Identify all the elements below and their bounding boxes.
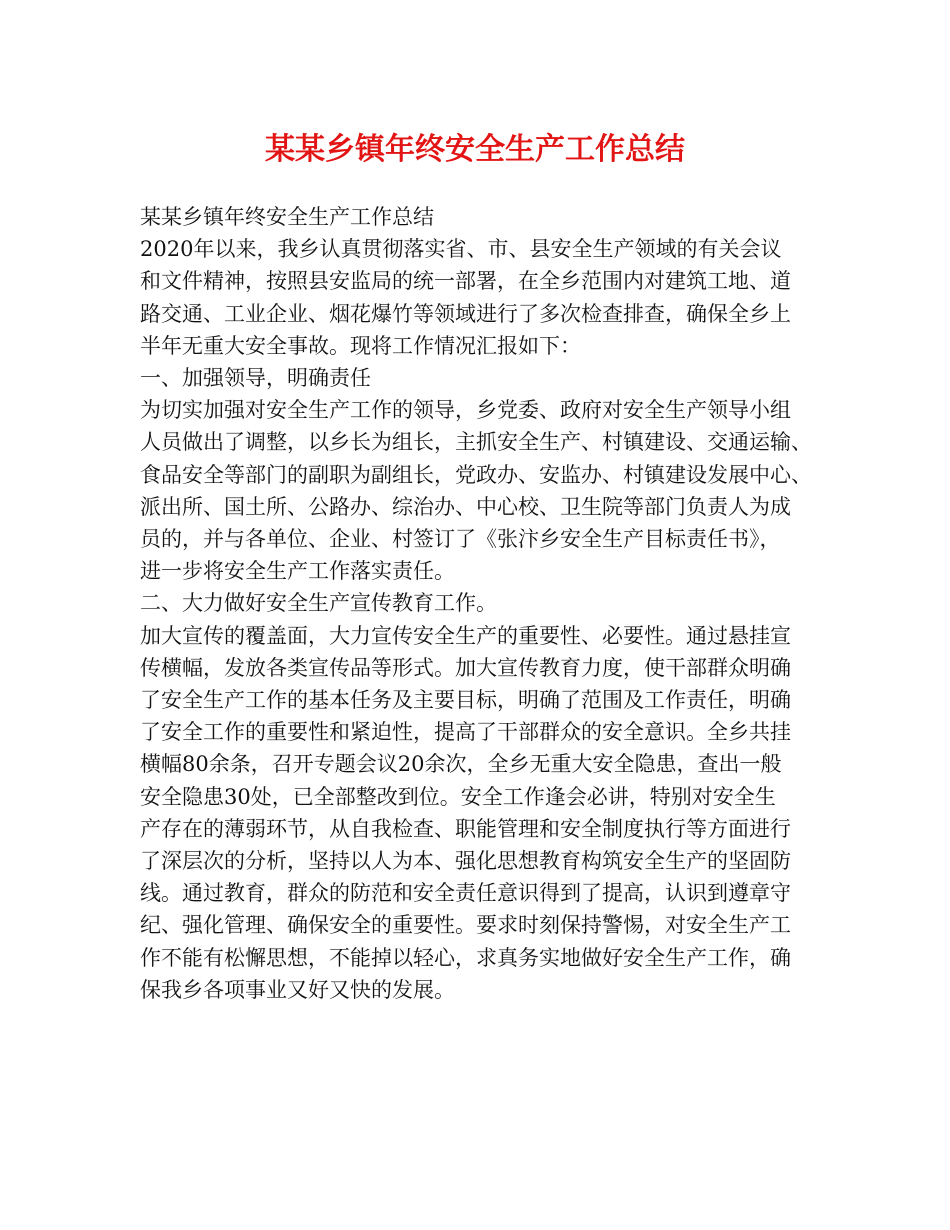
paragraph-line: 了安全生产工作的基本任务及主要目标，明确了范围及工作责任，明确 [140,688,791,713]
paragraph-line: 线。通过教育，群众的防范和安全责任意识得到了提高，认识到遵章守 [140,881,791,906]
paragraph-line: 为切实加强对安全生产工作的领导，乡党委、政府对安全生产领导小组 [140,398,791,423]
paragraph-line: 派出所、国土所、公路办、综治办、中心校、卫生院等部门负责人为成 [140,494,791,519]
paragraph-line: 路交通、工业企业、烟花爆竹等领域进行了多次检查排查，确保全乡上 [140,301,791,326]
paragraph-line: 半年无重大安全事故。现将工作情况汇报如下： [140,333,581,358]
document-title: 某某乡镇年终安全生产工作总结 [265,132,685,167]
paragraph-line: 传横幅，发放各类宣传品等形式。加大宣传教育力度，使干部群众明确 [140,655,791,680]
paragraph-line: 人员做出了调整，以乡长为组长，主抓安全生产、村镇建设、交通运输、 [140,430,812,455]
paragraph-line: 安全隐患30处，已全部整改到位。安全工作逢会必讲，特别对安全生 [140,784,776,809]
section-heading-2: 二、大力做好安全生产宣传教育工作。 [140,591,497,616]
paragraph-line: 保我乡各项事业又好又快的发展。 [140,977,455,1002]
paragraph-line: 作不能有松懈思想，不能掉以轻心，求真务实地做好安全生产工作，确 [140,945,791,970]
paragraph-line: 产存在的薄弱环节，从自我检查、职能管理和安全制度执行等方面进行 [140,816,791,841]
paragraph-line: 了安全工作的重要性和紧迫性，提高了干部群众的安全意识。全乡共挂 [140,720,791,745]
section-heading-1: 一、加强领导，明确责任 [140,366,371,391]
paragraph-line: 横幅80余条，召开专题会议20余次，全乡无重大安全隐患，查出一般 [140,752,782,777]
paragraph-line: 纪、强化管理、确保安全的重要性。要求时刻保持警惕，对安全生产工 [140,913,791,938]
paragraph-line: 和文件精神，按照县安监局的统一部署，在全乡范围内对建筑工地、道 [140,269,791,294]
paragraph-line: 加大宣传的覆盖面，大力宣传安全生产的重要性、必要性。通过悬挂宣 [140,623,791,648]
paragraph-line: 2020年以来，我乡认真贯彻落实省、市、县安全生产领域的有关会议 [140,237,782,262]
paragraph-line: 了深层次的分析，坚持以人为本、强化思想教育构筑安全生产的坚固防 [140,849,791,874]
subtitle-line: 某某乡镇年终安全生产工作总结 [140,205,434,229]
document-body [140,201,830,1006]
paragraph-line: 进一步将安全生产工作落实责任。 [140,559,455,584]
paragraph-line: 食品安全等部门的副职为副组长，党政办、安监办、村镇建设发展中心、 [140,462,812,487]
paragraph-line: 员的，并与各单位、企业、村签订了《张汴乡安全生产目标责任书》， [140,527,781,552]
